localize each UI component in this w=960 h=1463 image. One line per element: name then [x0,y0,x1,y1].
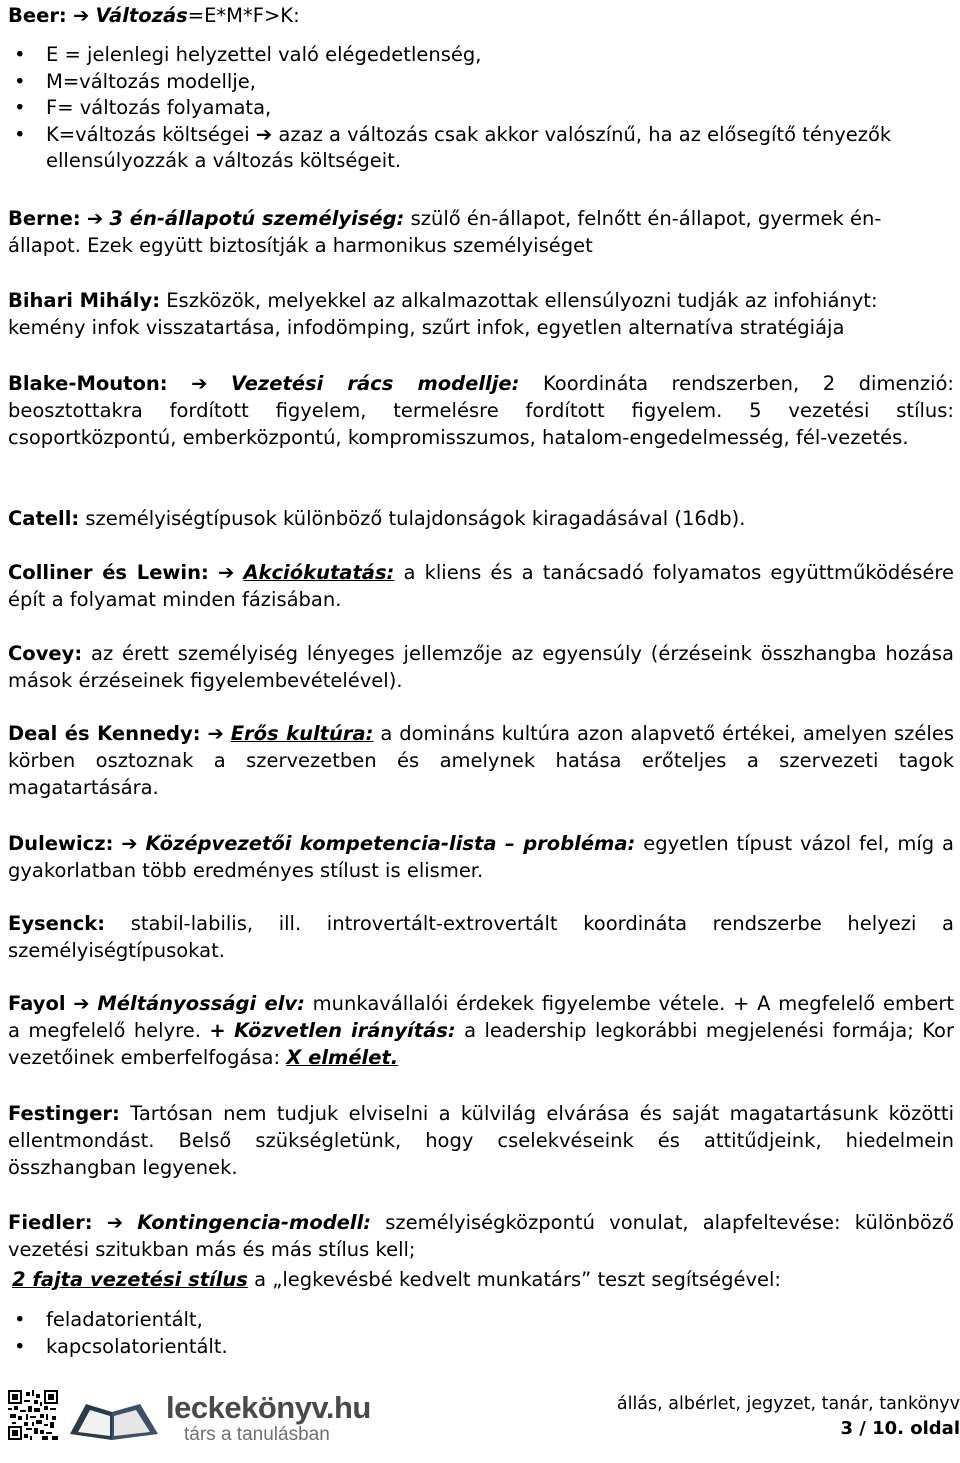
arrow-icon: ➔ [86,207,104,230]
arrow-icon: ➔ [217,561,235,584]
entry-text: a kliens és a tanácsadó folyamatos együttműködésére épít a folyamat minden fázisában. [8,561,954,611]
author-name: Festinger: [8,1102,120,1125]
page-number: 3 / 10. oldal [840,1418,960,1439]
author-name: Fiedler: [8,1211,93,1234]
entry-text: Koordináta rendszerben, 2 dimenzió: beosztottakra fordított figyelem, termelésre fordított figyelem. 5 vezetési stílus: csoportközpontú, emberközpontú, kompromisszumos, hatalom-engedelmesség, fél-vezetés. [8,372,954,449]
term: Közvetlen irányítás: [234,1019,456,1042]
entry-dulewicz [8,830,954,884]
entry-text: az érett személyiség lényeges jellemzője az egyensúly (érzéseink összhangba hozása mások érzéseinek figyelembevételével). [8,642,954,692]
beer-list [8,42,954,175]
logo-tagline: társ a tanulásban [184,1424,330,1445]
fiedler-line2 [12,1266,958,1293]
book-logo-icon [66,1394,162,1444]
fiedler-list [8,1307,954,1360]
author-name: Catell: [8,507,80,530]
entry-text: a „legkevésbé kedvelt munkatárs” teszt segítségével: [247,1268,781,1291]
entry-text: munkavállalói érdekek figyelembe vétele. + A megfelelő embert a megfelelő helyre. [8,992,954,1042]
page-footer [8,1388,960,1450]
footer-tags: állás, albérlet, jegyzet, tanár, tankönyv [616,1394,960,1414]
qr-code-icon [8,1390,58,1440]
term: 2 fajta vezetési stílus [12,1268,248,1291]
author-name: Covey: [8,642,83,665]
list-item: • M=változás modellje, [8,69,954,96]
list-item: • feladatorientált, [8,1307,954,1334]
entry-covey [8,640,954,694]
logo-text: leckekönyv.hu [166,1390,371,1425]
term: Erős kultúra: [230,722,374,745]
term: X elmélet. [286,1046,399,1069]
term: Méltányossági elv: [97,992,305,1015]
entry-berne [8,205,954,259]
list-item: • kapcsolatorientált. [8,1334,954,1361]
term: Középvezetői kompetencia-lista – probléma: [145,832,636,855]
author-name: Berne: [8,207,81,230]
site-logo[interactable] [66,1388,371,1450]
author-name: Beer: [8,4,67,27]
entry-fayol [8,990,954,1071]
list-item: • K=változás költségei ➔ azaz a változás csak akkor valószínű, ha az elősegítő tényezők ellensúlyozzák a változás költségeit. [8,122,954,175]
arrow-icon: ➔ [121,832,138,855]
author-name: Colliner és Lewin: [8,561,209,584]
arrow-icon: ➔ [191,372,208,395]
term: 3 én-állapotú személyiség: [109,207,405,230]
entry-eysenck [8,910,954,964]
entry-text: egyetlen típust vázol fel, míg a gyakorlatban több eredményes stílust is elismer. [8,832,954,882]
term: Kontingencia-modell: [137,1211,372,1234]
term: Akciókutatás: [243,561,395,584]
entry-text: Tartósan nem tudjuk elviselni a külvilág elvárása és saját magatartásunk közötti ellentmondást. Belső szükségletünk, hogy cselekvéseink és attitűdjeink, hiedelmein összhangban legyenek. [8,1102,954,1179]
entry-text: stabil-labilis, ill. introvertált-extrovertált koordináta rendszerbe helyezi a személyiségtípusokat. [8,912,954,962]
arrow-icon: ➔ [106,1211,124,1234]
entry-bihari [8,287,954,341]
term: Változás [95,4,188,27]
list-item: • E = jelenlegi helyzettel való elégedetlenség, [8,42,954,69]
entry-text: Eszközök, melyekkel az alkalmazottak ellensúlyozni tudják az infohiányt: kemény infok visszatartása, infodömping, szűrt infok, egyetlen alternatíva stratégiája [8,289,878,339]
entry-blake-mouton [8,370,954,451]
author-name: Bihari Mihály: [8,289,161,312]
term: Vezetési rács modellje: [230,372,520,395]
arrow-icon: ➔ [72,4,90,27]
entry-text: személyiségközpontú vonulat, alapfeltevése: különböző vezetési szitukban más és más stílus kell; [8,1211,955,1261]
entry-text: a domináns kultúra azon alapvető értékei, amelyen széles körben osztoznak a szervezetben és amelynek hatása erőteljes a szervezeti tagok magatartására. [8,722,954,799]
entry-text: szülő én-állapot, felnőtt én-állapot, gyermek én-állapot. Ezek együtt biztosítják a harmonikus személyiséget [8,207,882,257]
entry-festinger [8,1100,954,1181]
author-name: Fayol [8,992,66,1015]
plus-sign: + [209,1019,226,1042]
formula: =E*M*F>K: [187,4,300,27]
entry-deal-kennedy [8,720,954,801]
entry-text: személyiségtípusok különböző tulajdonságok kiragadásával (16db). [79,507,746,530]
arrow-icon: ➔ [73,992,90,1015]
author-name: Blake-Mouton: [8,372,168,395]
author-name: Deal és Kennedy: [8,722,201,745]
arrow-icon: ➔ [207,722,224,745]
list-item: • F= változás folyamata, [8,95,954,122]
entry-text: a leadership legkorábbi megjelenési formája; Kor vezetőinek emberfelfogása: [8,1019,954,1069]
author-name: Dulewicz: [8,832,114,855]
author-name: Eysenck: [8,912,106,935]
entry-catell [8,505,954,532]
entry-colliner-lewin [8,559,954,613]
beer-heading [8,2,954,29]
entry-fiedler [8,1209,954,1263]
